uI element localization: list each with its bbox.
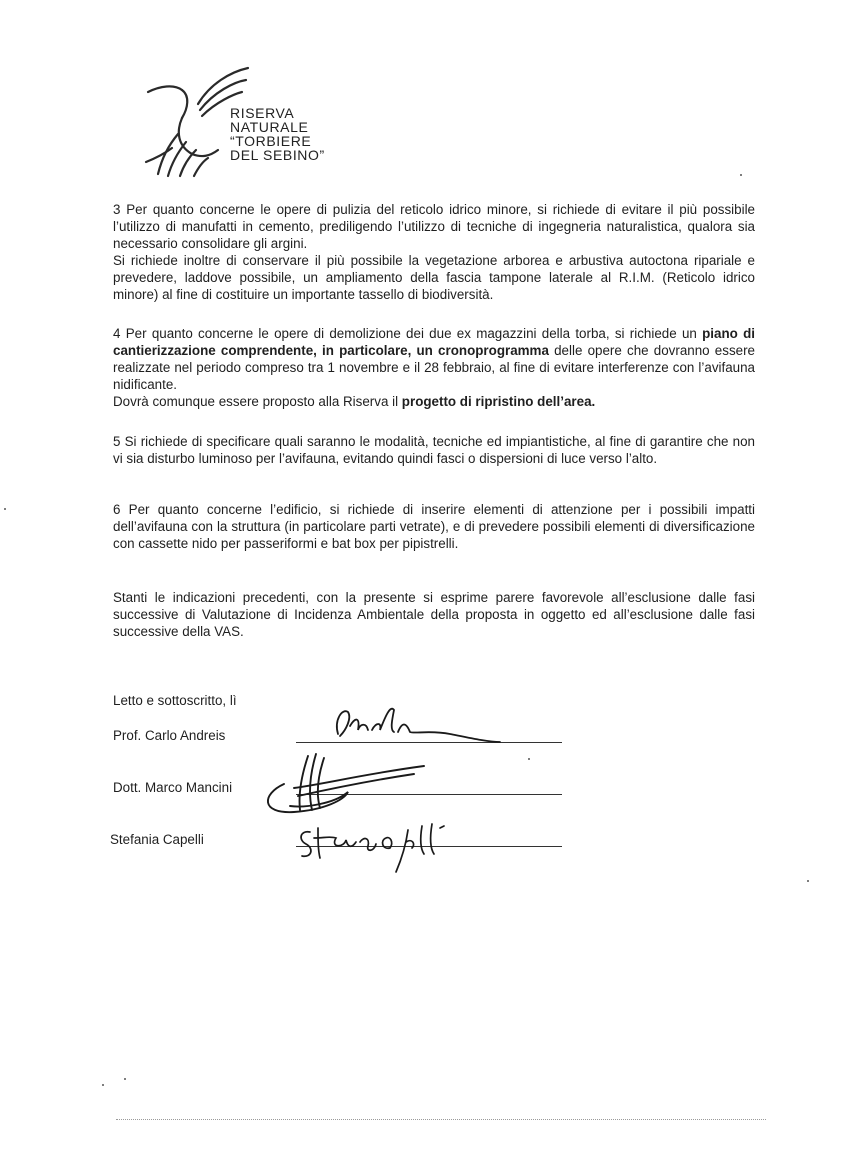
paragraph-3-a: 3 Per quanto concerne le opere di pulizia del reticolo idrico minore, si richiede di evitare il più possibile l’utilizzo di manufatti in cemento, prediligendo l’utilizzo di tecniche di ingegneria naturalistica, qualora sia necessario consolidare gli argini.	[113, 202, 755, 251]
signature-capelli-icon	[290, 818, 470, 878]
paragraph-4-bold-project: progetto di ripristino dell’area.	[401, 394, 596, 409]
paragraph-4-main	[113, 325, 755, 393]
reserve-name	[230, 106, 325, 162]
paragraph-4-mid: delle opere che dovranno essere realizzate nel periodo compreso tra 1 novembre e il 28 febbraio, al fine di evitare interferenze con l’avifauna nidificante.	[113, 343, 756, 392]
paragraph-6	[113, 501, 755, 552]
paragraph-6-text: 6 Per quanto concerne l’edificio, si richiede di inserire elementi di attenzione per i possibili impatti dell’avifauna con la struttura (in particolare parti vetrate), e di prevedere possibili elementi di diversificazione con cassette nido per passeriformi e bat box per pipistrelli.	[113, 502, 755, 551]
signer-name-andreis: Prof. Carlo Andreis	[113, 728, 226, 743]
signature-mancini-icon	[254, 748, 434, 824]
signature-intro: Letto e sottoscritto, lì	[113, 693, 237, 708]
paragraph-4-bold-plan: piano di cantierizzazione comprendente, in particolare, un cronoprogramma	[113, 326, 755, 358]
conclusion-paragraph	[113, 589, 755, 640]
reserve-name-line: NATURALE	[230, 119, 309, 135]
reserve-name-line: “TORBIERE	[230, 133, 312, 149]
scan-speck	[102, 1084, 104, 1086]
signer-name-mancini: Dott. Marco Mancini	[113, 780, 233, 795]
paragraph-4-restoration	[113, 393, 755, 410]
reserve-name-line: RISERVA	[230, 105, 295, 121]
signer-name-capelli: Stefania Capelli	[110, 832, 204, 847]
paragraph-3	[113, 201, 755, 303]
scan-speck	[807, 880, 809, 882]
reserve-logo	[138, 62, 388, 182]
paragraph-5-text: 5 Si richiede di specificare quali saranno le modalità, tecniche ed impiantistiche, al fine di garantire che non vi sia disturbo luminoso per l’avifauna, evitando quindi fasci o dispersioni di luce verso l’alto.	[113, 434, 755, 466]
scan-speck	[124, 1078, 126, 1080]
scan-speck	[740, 174, 742, 176]
scan-speck	[4, 508, 6, 510]
signature-andreis-icon	[320, 696, 520, 752]
paragraph-5	[113, 433, 755, 467]
scan-speck	[528, 758, 530, 760]
conclusion-text: Stanti le indicazioni precedenti, con la presente si esprime parere favorevole all’esclusione dalle fasi successive di Valutazione di Incidenza Ambientale della proposta in oggetto ed all’esclusione dalle fasi successive della VAS.	[113, 590, 755, 639]
scan-edge-line	[116, 1119, 766, 1120]
paragraph-3-b: Si richiede inoltre di conservare il più possibile la vegetazione arborea e arbustiva autoctona ripariale e prevedere, laddove possibile, un ampliamento della fascia tampone laterale al R.I.M. (Reticolo idrico minore) al fine di costituire un importante tassello di biodiversità.	[113, 253, 755, 302]
paragraph-4	[113, 325, 755, 410]
reserve-name-line: DEL SEBINO”	[230, 147, 325, 163]
paragraph-4-lead: 4 Per quanto concerne le opere di demolizione dei due ex magazzini della torba, si richiede un	[113, 326, 703, 341]
paragraph-4-line2: Dovrà comunque essere proposto alla Riserva il	[113, 394, 402, 409]
